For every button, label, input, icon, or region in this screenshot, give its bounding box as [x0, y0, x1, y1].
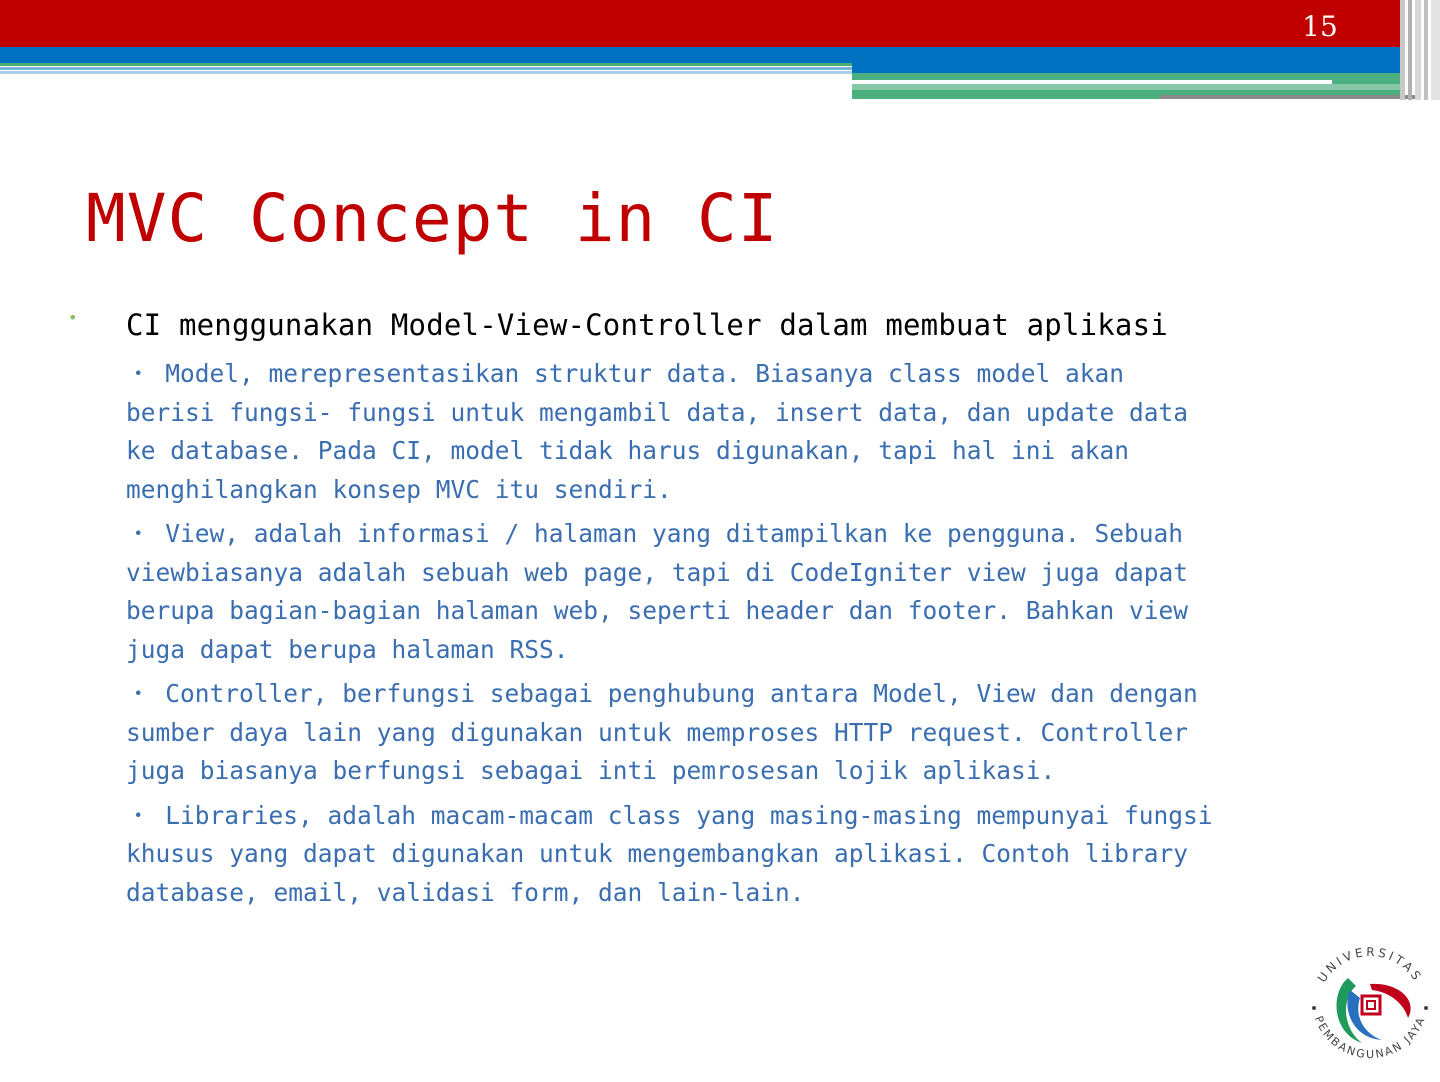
slide-title: MVC Concept in CI [86, 180, 779, 257]
sub-bullet-line: menghilangkan konsep MVC itu sendiri. [126, 474, 672, 504]
sub-bullet-controller [126, 675, 1326, 791]
bullet-dot-icon: • [68, 308, 78, 327]
sub-bullet-line: database, email, validasi form, dan lain-lain. [126, 877, 805, 907]
sub-bullet-line: viewbiasanya adalah sebuah web page, tapi di CodeIgniter view juga dapat [126, 557, 1189, 587]
sub-bullet-line: ・ View, adalah informasi / halaman yang ditampilkan ke pengguna. Sebuah [126, 519, 1184, 548]
sub-bullet-libraries [126, 797, 1326, 913]
sub-bullet-line: ・ Libraries, adalah macam-macam class yang masing-masing mempunyai fungsi [126, 800, 1213, 830]
university-logo-icon [1300, 938, 1440, 1078]
sub-bullet-model [126, 355, 1326, 509]
sub-bullet-line: berupa bagian-bagian halaman web, seperti header dan footer. Bahkan view [126, 596, 1189, 625]
header-stripe [0, 63, 852, 66]
sub-bullet-line: juga biasanya berfungsi sebagai inti pemrosesan lojik aplikasi. [126, 756, 1056, 785]
header-light-green-band [852, 84, 1400, 90]
sub-bullet-line: ke database. Pada CI, model tidak harus digunakan, tapi hal ini akan [126, 436, 1130, 465]
sub-bullet-line: berisi fungsi- fungsi untuk mengambil data, insert data, dan update data [126, 397, 1189, 427]
header-gray-line [1160, 95, 1415, 99]
sub-bullet-line: juga dapat berupa halaman RSS. [126, 634, 569, 664]
header-vertical-bar [1424, 0, 1428, 100]
sub-bullet-line: sumber daya lain yang digunakan untuk memproses HTTP request. Controller [126, 717, 1189, 747]
svg-text:PEMBANGUNAN JAYA [1312, 1014, 1428, 1061]
main-bullet-text: CI menggunakan Model-View-Controller dalam membuat aplikasi [126, 308, 1168, 342]
header-vertical-bar [1431, 0, 1440, 100]
logo-bottom-text: PEMBANGUNAN JAYA [1311, 1014, 1429, 1062]
header-blue-band-right [852, 65, 1400, 73]
sub-bullet-line: ・ Model, merepresentasikan struktur data. Biasanya class model akan [126, 359, 1125, 388]
university-logo [1300, 938, 1440, 1078]
logo-top-text: UNIVERSITAS [1314, 944, 1426, 985]
sub-bullet-list [126, 355, 1326, 918]
sub-bullet-view [126, 515, 1326, 669]
header-stripe [0, 71, 852, 74]
svg-text:UNIVERSITAS [1315, 945, 1425, 985]
header-vertical-bar [1415, 0, 1421, 100]
sub-bullet-line: khusus yang dapat digunakan untuk mengembangkan aplikasi. Contoh library [126, 839, 1189, 868]
slide-number: 15 [1302, 10, 1338, 43]
sub-bullet-line: ・ Controller, berfungsi sebagai penghubung antara Model, View dan dengan [126, 679, 1198, 708]
header-vertical-bar [1400, 0, 1405, 100]
header-stripe [0, 67, 852, 70]
header-vertical-bar [1408, 0, 1412, 100]
header-red-band [0, 0, 1400, 47]
